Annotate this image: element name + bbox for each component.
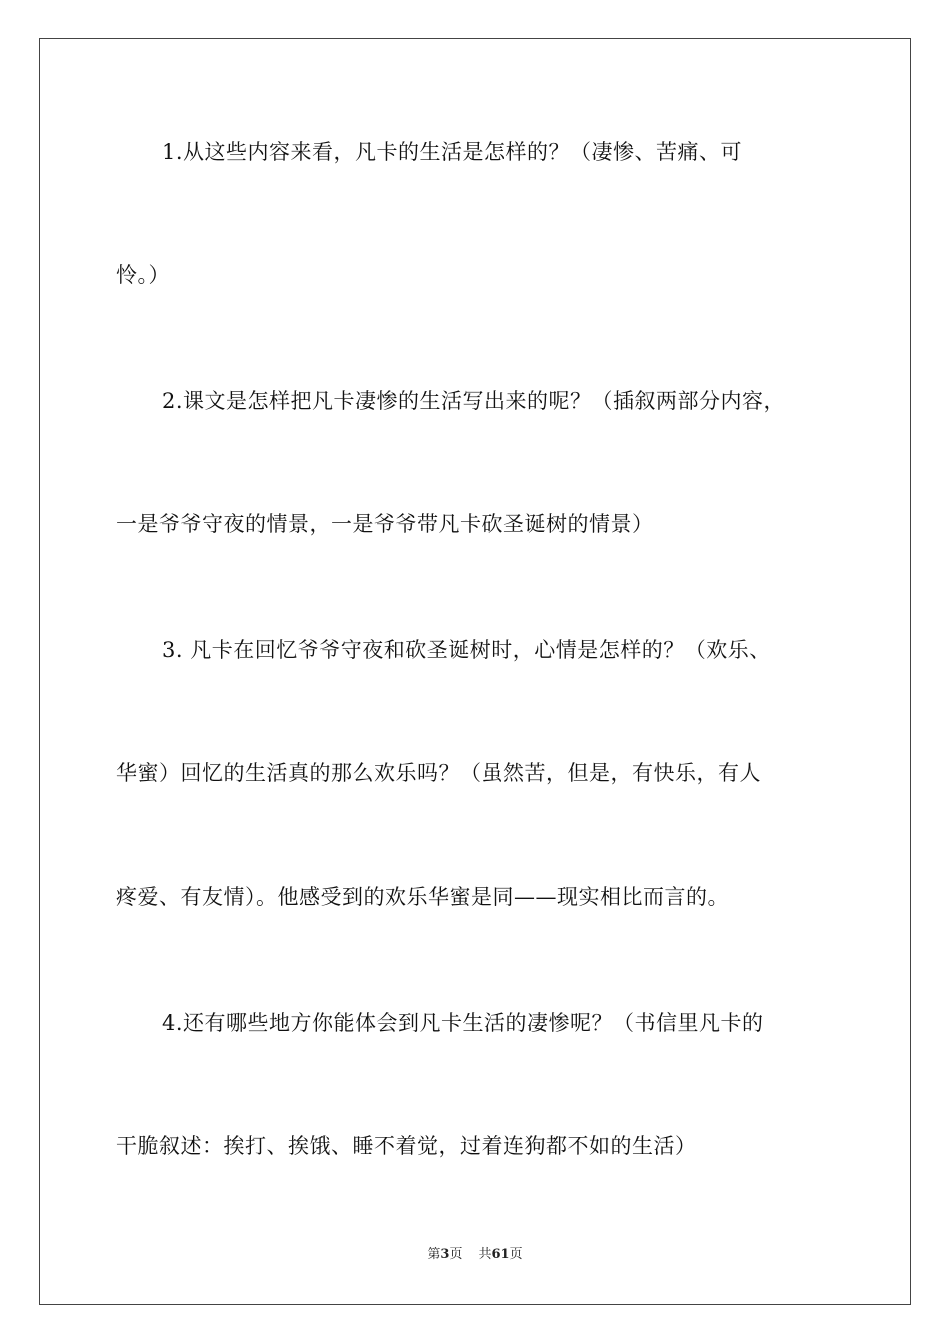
- page-border: [39, 38, 911, 1305]
- paragraph-4-line-1: 4.还有哪些地方你能体会到凡卡生活的凄惨呢？（书信里凡卡的: [162, 1011, 764, 1035]
- paragraph-2-line-1: 2.课文是怎样把凡卡凄惨的生活写出来的呢？（插叙两部分内容，: [162, 389, 786, 413]
- page-footer: [0, 1246, 950, 1264]
- paragraph-1-line-2: 怜。）: [116, 263, 170, 287]
- paragraph-3-line-2: 华蜜）回忆的生活真的那么欢乐吗？（虽然苦，但是，有快乐，有人: [116, 761, 761, 785]
- paragraph-2-line-2: 一是爷爷守夜的情景，一是爷爷带凡卡砍圣诞树的情景）: [116, 512, 654, 536]
- page-number: 3: [440, 1247, 450, 1262]
- page-prefix: 第: [427, 1247, 441, 1262]
- paragraph-3-line-3: 疼爱、有友情）。他感受到的欢乐华蜜是同——现实相比而言的。: [116, 885, 729, 909]
- total-pages: 61: [491, 1247, 510, 1262]
- total-prefix: 共: [478, 1247, 492, 1262]
- paragraph-4-line-2: 干脆叙述：挨打、挨饿、睡不着觉，过着连狗都不如的生活）: [116, 1134, 697, 1158]
- total-suffix: 页: [509, 1247, 523, 1262]
- page-suffix: 页: [449, 1247, 463, 1262]
- paragraph-1-line-1: 1.从这些内容来看，凡卡的生活是怎样的？（凄惨、苦痛、可: [162, 140, 743, 164]
- paragraph-3-line-1: 3. 凡卡在回忆爷爷守夜和砍圣诞树时，心情是怎样的？（欢乐、: [162, 638, 771, 662]
